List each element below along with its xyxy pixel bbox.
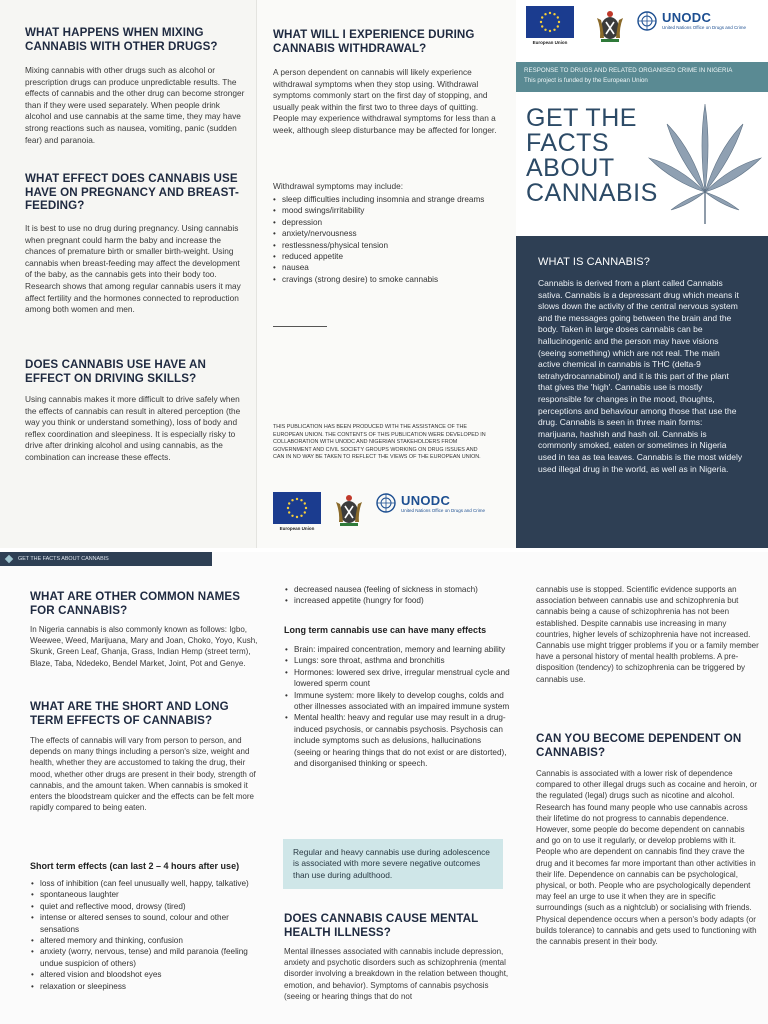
short-term-effects-list (30, 878, 258, 992)
nigeria-coat-of-arms-icon (331, 492, 367, 533)
heading-pregnancy: WHAT EFFECT DOES CANNABIS USE HAVE ON PREGNANCY AND BREAST-FEEDING? (25, 172, 239, 212)
panel-cover (516, 0, 768, 548)
heading-withdrawal: WHAT WILL I EXPERIENCE DURING CANNABIS WITHDRAWAL? (273, 28, 475, 55)
heading-mental-health: DOES CANNABIS CAUSE MENTAL HEALTH ILLNESS? (284, 912, 479, 939)
list-item: • relaxation or sleepiness (30, 981, 258, 992)
list-item: • depression (272, 217, 500, 228)
eu-caption: European Union (279, 526, 315, 531)
text-mixing-drugs: Mixing cannabis with other drugs such as alcohol or prescription drugs can produce unpredictable results. The effects of cannabis and the other drug can become stronger than if they were used separately. When people drink alcohol and use cannabis at the same time, they may have strong reactions such as nausea, vomiting, panic (sudden fear) and paranoia. (25, 65, 245, 145)
eu-disclaimer: THIS PUBLICATION HAS BEEN PRODUCED WITH THE ASSISTANCE OF THE EUROPEAN UNION. THE CONTENTS OF THIS PUBLICATION WERE DEVELOPED IN COLLABORATION WITH UNODC AND NIGERIAN STAKEHOLDERS FROM GOVERNMENT AND CIVIL SOCIETY GROUPS WORKING ON DRUG ISSUES AND CAN IN NO WAY BE TAKEN TO REFLECT THE VIEWS OF THE EUROPEAN UNION. (273, 424, 486, 461)
list-item: • decreased nausea (feeling of sickness in stomach) (284, 584, 510, 595)
list-item: • Brain: impaired concentration, memory and learning ability (284, 644, 510, 655)
nigeria-coat-of-arms-icon (592, 6, 628, 51)
cover-title-line: ABOUT (526, 154, 615, 182)
column-right (524, 552, 768, 1024)
text-mental-health-continued: cannabis use is stopped. Scientific evidence supports an association between cannabis use and schizophrenia but cannabis being a cause of schizophrenia has not been established. Despite cannabis use increasing in many countries, higher levels of schizophrenia have not increased. Cannabis use might trigger problems if you or a family member have a personal history of mental health problems. A pre-disposition (tendency) to schizophrenia can be triggered by cannabis use. (536, 585, 759, 684)
withdrawal-list-intro: Withdrawal symptoms may include: (273, 181, 404, 191)
eu-flag-icon (526, 6, 574, 38)
callout-text: Regular and heavy cannabis use during adolescence is associated with more severe negative outcomes than use during adulthood. (293, 847, 490, 880)
list-item: • loss of inhibition (can feel unusually well, happy, talkative) (30, 878, 258, 889)
list-item: • Mental health: heavy and regular use may result in a drug-induced psychosis, or cannabis psychosis. Psychosis can include symptoms such as delusions, hallucinations (seeing or hearing things that do not exist or are distorted), and disorganised thinking or speech. (284, 712, 510, 769)
list-item: • reduced appetite (272, 251, 500, 262)
text-mental-health: Mental illnesses associated with cannabis include depression, anxiety and psychotic disorders such as schizophrenia (mental disorder involving a breakdown in the relation between thought, emotion, and behavior). Symptoms of cannabis psychosis (seeing or hearing things that do not (284, 947, 509, 1001)
cover-title-line: GET THE (526, 104, 637, 132)
heading-dependence: CAN YOU BECOME DEPENDENT ON CANNABIS? (536, 732, 742, 759)
eu-logo (526, 6, 574, 46)
what-is-cannabis-box (516, 236, 768, 548)
list-item: • increased appetite (hungry for food) (284, 595, 510, 606)
list-item: • spontaneous laughter (30, 889, 258, 900)
eu-caption: European Union (532, 40, 568, 45)
unodc-subtitle: United Nations Office on Drugs and Crime (401, 507, 485, 513)
text-effects: The effects of cannabis will vary from person to person, and depends on many things including a person's size, weight and health, whether they are accustomed to taking the drug, their mood, whether other drugs are present in their body, strength of cannabis, and the amount taken. When cannabis is smoked it enters the bloodstream quicker and the effects can be felt more rapidly compared to being eaten. (30, 736, 256, 813)
text-dependence: Cannabis is associated with a lower risk of dependence compared to other illegal drugs such as cocaine and heroin, or the regulated (legal) drugs such as nicotine and alcohol. Research has found many people who use cannabis across their lifetime do not progress to cannabis dependence. However, some people do become dependent on cannabis and go on to use it regularly, or develop problems with it. People who are dependent on cannabis find they crave the drug and it becomes far more important than other activities in their life. Dependence on cannabis can be psychological, physical, or both. People who are psychologically dependent may feel an urge to use it when they are in specific surroundings (such as a nightclub) or socialising with friends. Physical dependence occurs when a person's body adapts (or builds tolerance) to cannabis and gets used to functioning with the cannabis present in their body. (536, 769, 758, 947)
text-what-is-cannabis: Cannabis is derived from a plant called Cannabis sativa. Cannabis is a depressant drug which means it slows down the activity of the central nervous system and the messages going between the brain and the body. Taken in large doses cannabis can be hallucinogenic and the person may have visions (seeing something) which are not real. The main active chemical in cannabis is THC (delta-9 tetrahydrocannabinol) and it is this part of the plant that gives the 'high'. Cannabis use is mostly responsible for changes in the mood, thoughts, perceptions and behaviour among those that use the drug. Cannabis is seen in three main forms: marijuana, hashish and hash oil. Cannabis is commonly smoked, eaten or sometimes in Nigeria used in tea as tea leaves. Cannabis is the most widely used illegal drug in the world, as well as in Nigeria. (538, 278, 743, 474)
heading-what-is-cannabis: WHAT IS CANNABIS? (538, 256, 650, 268)
unodc-logo (375, 492, 485, 514)
heading-effects: WHAT ARE THE SHORT AND LONG TERM EFFECTS OF CANNABIS? (30, 700, 229, 727)
withdrawal-symptom-list (272, 194, 500, 285)
list-item: • Lungs: sore throat, asthma and bronchitis (284, 655, 510, 666)
unodc-wordmark: UNODC (662, 10, 712, 25)
list-item: • anxiety/nervousness (272, 228, 500, 239)
cannabis-leaf-icon (644, 100, 766, 228)
list-item: • nausea (272, 262, 500, 273)
list-item: • cravings (strong desire) to smoke cannabis (272, 274, 500, 285)
eu-flag-icon (273, 492, 321, 524)
divider (273, 326, 327, 327)
list-item: • Immune system: more likely to develop coughs, colds and other illnesses associated with an impaired immune system (284, 690, 510, 713)
heading-driving: DOES CANNABIS USE HAVE AN EFFECT ON DRIVING SKILLS? (25, 358, 206, 385)
unodc-subtitle: United Nations Office on Drugs and Crime (662, 25, 746, 30)
text-driving: Using cannabis makes it more difficult to drive safely when the effects of cannabis can result in altered perception (the way you think or understand something), loss of body and reflex coordination and sleepiness. It is especially risky to drive after drinking alcohol and using cannabis, as the combination can increase these effects. (25, 394, 241, 462)
project-banner-title: RESPONSE TO DRUGS AND RELATED ORGANISED CRIME IN NIGERIA (524, 67, 733, 74)
list-item: • mood swings/irritability (272, 205, 500, 216)
sponsor-logos-bottom (273, 492, 485, 533)
list-item: • anxiety (worry, nervous, tense) and mild paranoia (feeling undue suspicion of others) (30, 946, 258, 969)
heading-mixing-drugs: WHAT HAPPENS WHEN MIXING CANNABIS WITH OTHER DRUGS? (25, 26, 218, 53)
short-term-heading: Short term effects (can last 2 – 4 hours after use) (30, 861, 240, 871)
cover-title-line: CANNABIS (526, 179, 658, 207)
heading-common-names: WHAT ARE OTHER COMMON NAMES FOR CANNABIS? (30, 590, 241, 617)
list-item: • altered vision and bloodshot eyes (30, 969, 258, 980)
list-item: • sleep difficulties including insomnia and strange dreams (272, 194, 500, 205)
long-term-heading: Long term cannabis use can have many effects (284, 625, 487, 635)
panel-left (0, 0, 256, 548)
column-middle-lower (268, 552, 524, 1024)
project-banner (516, 62, 768, 92)
eu-logo (273, 492, 321, 532)
cover-title-area (516, 92, 768, 230)
section-tab-label: GET THE FACTS ABOUT CANNABIS (18, 556, 109, 562)
unodc-wordmark: UNODC (401, 492, 451, 508)
text-common-names: In Nigeria cannabis is also commonly known as follows: Igbo, Weewee, Weed, Marijuana, Mary and Joan, Choko, Yoyo, Kush, Skunk, Green Leaf, Ghanja, Grass, Indian Hemp (street term), Blaze, Taba, Ndedeko, Bendel Market, Joint, Pot and Genye. (30, 625, 258, 668)
column-left (0, 552, 268, 1024)
unodc-logo (636, 6, 746, 32)
text-withdrawal: A person dependent on cannabis will likely experience withdrawal symptoms when they stop using. Withdrawal symptoms commonly start on the first day of stopping, and usually peak within the first two to three days of quitting. People may experience withdrawal symptoms for less than a week, although sleep disturbance may be affected for longer. (273, 67, 497, 135)
panel-middle (256, 0, 516, 548)
text-pregnancy: It is best to use no drug during pregnancy. Using cannabis when pregnant could harm the baby and increase the chances of premature birth or smaller birth-weight. Using cannabis when breast-feeding may affect the development of the baby, as the cannabis gets into their body too. Research shows that among regular cannabis users it may affect fertility and the hormones connected to reproduction among both women and men. (25, 223, 241, 315)
cover-title (526, 106, 658, 206)
list-item: • intense or altered senses to sound, colour and other sensations (30, 912, 258, 935)
un-emblem-icon (375, 492, 397, 514)
list-item: • quiet and reflective mood, drowsy (tired) (30, 901, 258, 912)
cover-title-line: FACTS (526, 129, 610, 157)
sponsor-logos-top (526, 6, 746, 51)
project-banner-funding: This project is funded by the European Union (524, 77, 648, 84)
list-item: • restlessness/physical tension (272, 240, 500, 251)
list-item: • Hormones: lowered sex drive, irregular menstrual cycle and lowered sperm count (284, 667, 510, 690)
list-item: • altered memory and thinking, confusion (30, 935, 258, 946)
un-emblem-icon (636, 10, 658, 32)
brochure-inner-side (0, 552, 768, 1024)
